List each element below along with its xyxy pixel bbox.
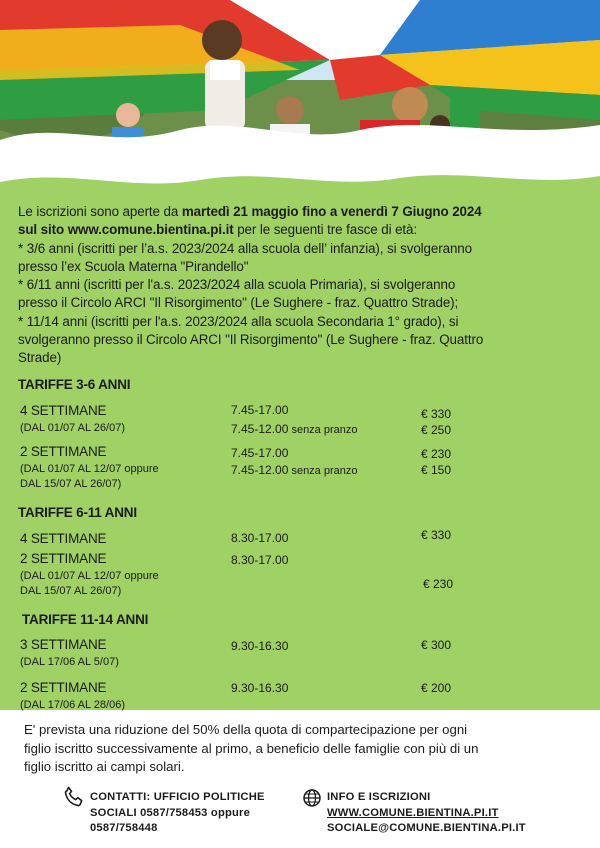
phone-icon <box>62 785 86 814</box>
tariffe-3-6-r1-dates: (DAL 01/07 AL 26/07) <box>20 422 125 434</box>
intro-line-1: * 3/6 anni (iscritti per l’a.s. 2023/2024 alla scuola dell’ infanzia), si svolgeranno <box>18 240 472 256</box>
contacts-block <box>90 790 265 837</box>
intro-line-5: * 11/14 anni (iscritti per l'a.s. 2023/2024 alla scuola Secondaria 1° grado), si <box>18 313 459 329</box>
intro-website: sul sito www.comune.bientina.pi.it <box>18 222 234 238</box>
intro-text <box>18 203 578 368</box>
discount-note <box>24 721 584 777</box>
discount-note-line-2: figlio iscritto successivamente al primo, a beneficio delle famiglie con più di un <box>24 740 479 756</box>
tariffe-11-14-r2-weeks: 2 SETTIMANE <box>20 680 107 695</box>
tariffe-6-11-r1-price: € 330 <box>421 528 452 542</box>
intro-p1-before: Le iscrizioni sono aperte da <box>18 204 182 219</box>
info-block <box>327 790 526 837</box>
contacts-line-1: CONTATTI: UFFICIO POLITICHE <box>90 791 265 803</box>
tariffe-11-14-r1-time: 9.30-16.30 <box>231 639 289 653</box>
info-website-link[interactable]: WWW.COMUNE.BIENTINA.PI.IT <box>327 806 499 819</box>
intro-line-2: presso l’ex Scuola Materna "Pirandello" <box>18 258 249 274</box>
info-title: INFO E ISCRIZIONI <box>327 791 431 803</box>
tariffe-6-11-r2-time: 8.30-17.00 <box>231 553 289 567</box>
tariffe-11-14-r1-weeks: 3 SETTIMANE <box>20 637 107 652</box>
tariffe-3-6-r1-price2: € 250 <box>421 423 452 437</box>
tariffe-3-6-r2-dates1: (DAL 01/07 AL 12/07 oppure <box>20 463 159 475</box>
tariffe-6-11-r2-dates2: DAL 15/07 AL 26/07) <box>20 585 122 597</box>
tariffe-6-11-r1-time: 8.30-17.00 <box>231 531 289 545</box>
tariffe-11-14-r1-price: € 300 <box>421 638 452 652</box>
contacts-phone[interactable]: SOCIALI 0587/758453 oppure <box>90 806 251 819</box>
tariffe-6-11-r2-dates1: (DAL 01/07 AL 12/07 oppure <box>20 570 159 582</box>
intro-line-6: svolgeranno presso il Circolo ARCI "Il Risorgimento" (Le Sughere - fraz. Quattro <box>18 332 484 348</box>
intro-dates: martedì 21 maggio fino a venerdì 7 Giugno 2024 <box>181 204 482 219</box>
discount-note-line-1: E' prevista una riduzione del 50% della quota di compartecipazione per ogni <box>24 722 468 737</box>
tariffe-3-6-r1-price1: € 330 <box>421 407 452 421</box>
tariffe-11-14-r1-dates: (DAL 17/06 AL 5/07) <box>20 656 119 668</box>
tariffe-3-6-r2-dates2: DAL 15/07 AL 26/07) <box>20 478 122 490</box>
tariffe-11-14-r2-time: 9.30-16.30 <box>231 681 289 695</box>
intro-line-4: presso il Circolo ARCI "Il Risorgimento" (Le Sughere - fraz. Quattro Strade); <box>18 295 459 311</box>
info-email-link[interactable]: SOCIALE@COMUNE.BIENTINA.PI.IT <box>327 822 526 835</box>
intro-p1-after: per le seguenti tre fasce di età: <box>233 222 418 238</box>
intro-line-3: * 6/11 anni (iscritti per l'a.s. 2023/2024 alla scuola Primaria), si svolgeranno <box>18 277 456 293</box>
contacts-phone-2[interactable]: 0587/758448 <box>90 822 158 835</box>
discount-note-line-3: figlio iscritto ai campi solari. <box>24 759 185 774</box>
tariffe-6-11-title: TARIFFE 6-11 ANNI <box>18 505 137 520</box>
tariffe-3-6-r2-price1: € 230 <box>421 447 452 461</box>
tariffe-3-6-r1-weeks: 4 SETTIMANE <box>20 403 107 418</box>
tariffe-11-14-title: TARIFFE 11-14 ANNI <box>22 612 149 627</box>
tariffe-6-11-r1-weeks: 4 SETTIMANE <box>20 531 107 546</box>
tariffe-11-14-r2-price: € 200 <box>421 681 452 695</box>
tariffe-3-6-r2-price2: € 150 <box>421 463 452 477</box>
tariffe-3-6-r1-time1: 7.45-17.00 <box>231 403 289 417</box>
tariffe-11-14-r2-dates: (DAL 17/06 AL 28/06) <box>20 699 125 711</box>
tariffe-3-6-r2-time2: 7.45-12.00 senza pranzo <box>231 463 358 477</box>
intro-line-7: Strade) <box>18 350 62 366</box>
tariffe-3-6-r2-weeks: 2 SETTIMANE <box>20 444 107 459</box>
globe-icon <box>302 788 322 813</box>
tariffe-3-6-title: TARIFFE 3-6 ANNI <box>18 377 131 392</box>
tariffe-6-11-r2-weeks: 2 SETTIMANE <box>20 551 107 566</box>
tariffe-6-11-r2-price: € 230 <box>423 577 454 591</box>
tariffe-3-6-r2-time1: 7.45-17.00 <box>231 446 289 460</box>
tariffe-3-6-r1-time2: 7.45-12.00 senza pranzo <box>231 422 358 436</box>
